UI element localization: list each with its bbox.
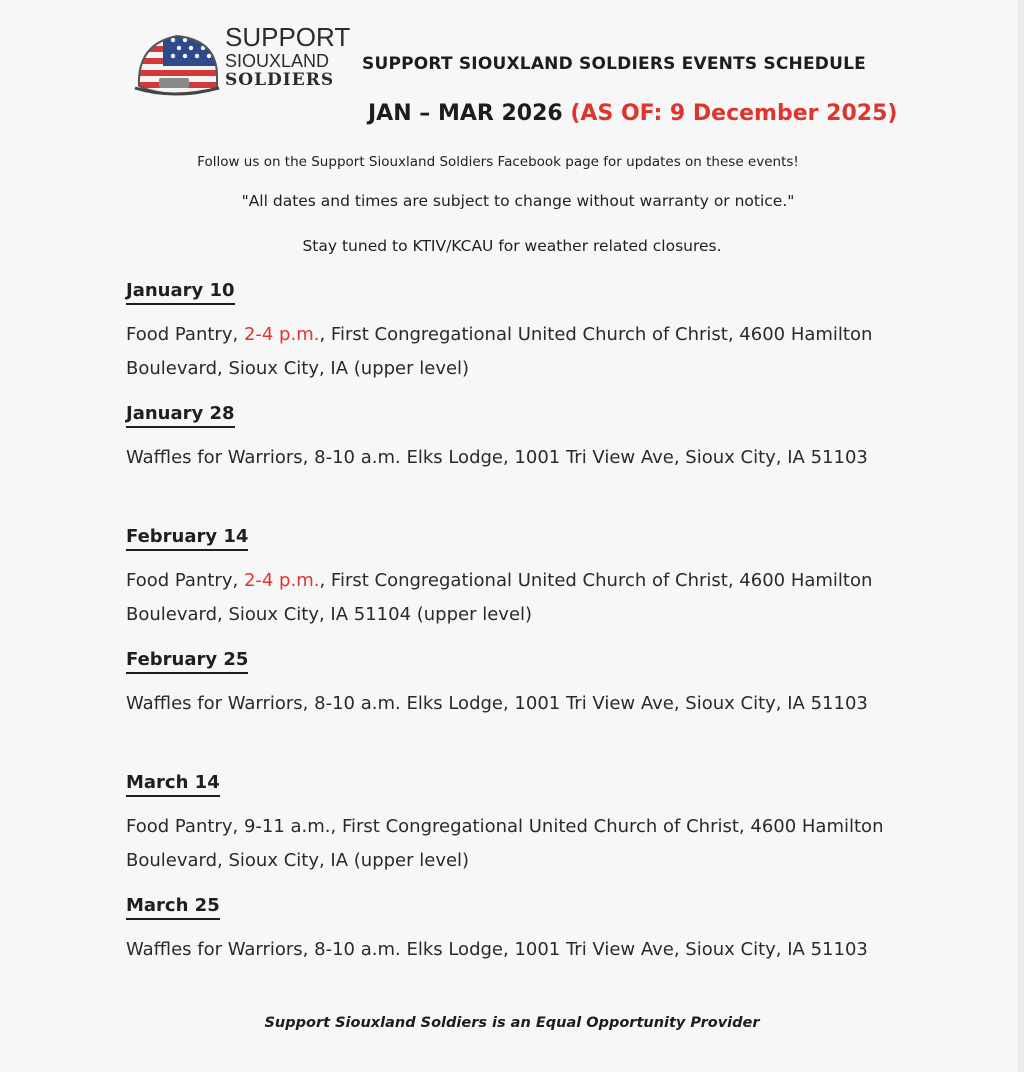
event-time: 2-4 p.m. — [243, 570, 320, 591]
event-name: Food Pantry, — [126, 570, 244, 591]
event-name: Food Pantry, — [126, 324, 244, 345]
event-date: February 25 — [126, 649, 248, 674]
facebook-note: Follow us on the Support Siouxland Soldiers Facebook page for updates on these events! — [197, 154, 799, 170]
date-range: JAN – MAR 2026 — [368, 101, 571, 126]
event-description — [126, 933, 906, 967]
event-name: Food Pantry, — [126, 816, 244, 837]
event-location: Elks Lodge, 1001 Tri View Ave, Sioux City, IA 51103 — [400, 939, 868, 960]
page-edge — [1018, 0, 1024, 1072]
schedule-title: SUPPORT SIOUXLAND SOLDIERS EVENTS SCHEDULE — [362, 54, 866, 74]
logo-line-soldiers: SOLDIERS — [225, 70, 335, 90]
event-item — [126, 649, 906, 772]
event-description — [126, 564, 906, 632]
event-description — [126, 687, 906, 721]
event-date: February 14 — [126, 526, 248, 551]
event-item — [126, 895, 906, 1018]
footer-statement: Support Siouxland Soldiers is an Equal Opportunity Provider — [264, 1015, 760, 1031]
event-name: Waffles for Warriors, — [126, 693, 315, 714]
event-description — [126, 318, 906, 386]
logo-text — [225, 24, 350, 89]
event-time: 2-4 p.m. — [243, 324, 320, 345]
event-location: Elks Lodge, 1001 Tri View Ave, Sioux City, IA 51103 — [400, 447, 868, 468]
event-item — [126, 280, 906, 403]
schedule-range — [368, 101, 897, 126]
event-location: Elks Lodge, 1001 Tri View Ave, Sioux City, IA 51103 — [400, 693, 868, 714]
logo-line-support: SUPPORT — [225, 22, 351, 52]
event-description — [126, 441, 906, 475]
as-of-date: (AS OF: 9 December 2025) — [570, 101, 898, 126]
event-time: 8-10 a.m. — [314, 447, 401, 468]
logo-line-siouxland: SIOUXLAND — [225, 51, 330, 71]
event-location: , First Congregational United Church of Christ, 4600 Hamilton Boulevard, Sioux City, IA 51104 (upper level) — [126, 570, 873, 625]
event-item — [126, 403, 906, 526]
event-name: Waffles for Warriors, — [126, 447, 315, 468]
event-date: January 10 — [126, 280, 235, 305]
event-name: Waffles for Warriors, — [126, 939, 315, 960]
event-location: , First Congregational United Church of Christ, 4600 Hamilton Boulevard, Sioux City, IA (upper level) — [126, 324, 873, 379]
disclaimer: "All dates and times are subject to change without warranty or notice." — [241, 192, 795, 210]
event-description — [126, 810, 906, 878]
event-time: 8-10 a.m. — [314, 693, 401, 714]
flag-helmet-icon — [133, 26, 221, 98]
event-time: 8-10 a.m. — [314, 939, 401, 960]
event-list — [126, 280, 906, 1018]
event-time: 9-11 a.m. — [243, 816, 331, 837]
weather-note: Stay tuned to KTIV/KCAU for weather related closures. — [302, 237, 722, 255]
event-item — [126, 772, 906, 895]
event-date: March 14 — [126, 772, 220, 797]
logo — [133, 22, 351, 102]
event-item — [126, 526, 906, 649]
event-date: January 28 — [126, 403, 235, 428]
event-date: March 25 — [126, 895, 220, 920]
event-location: , First Congregational United Church of Christ, 4600 Hamilton Boulevard, Sioux City, IA (upper level) — [126, 816, 884, 871]
